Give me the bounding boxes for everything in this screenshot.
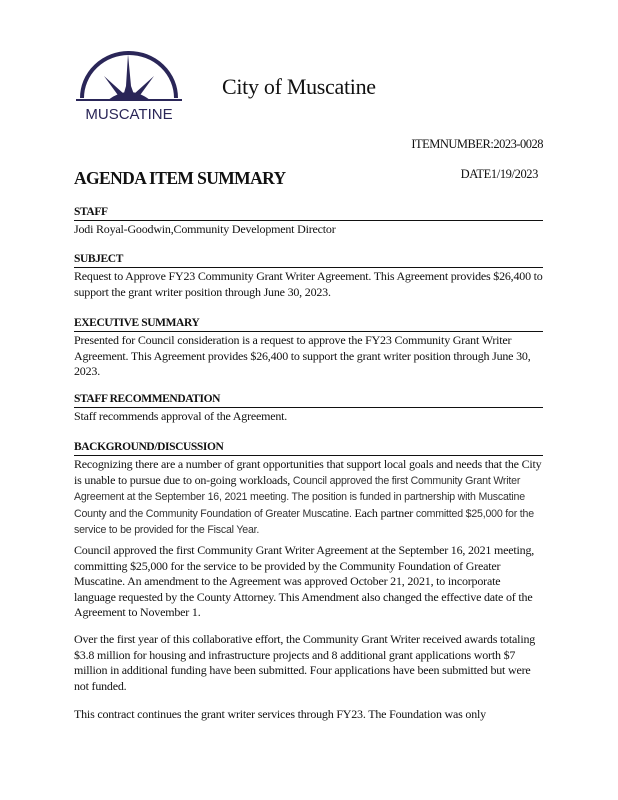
section-body: Jodi Royal-Goodwin,Community Development Director — [74, 222, 336, 236]
section-body: Staff recommends approval of the Agreement. — [74, 409, 288, 423]
svg-text:MUSCATINE: MUSCATINE — [85, 106, 173, 123]
section-heading: STAFF — [74, 205, 543, 221]
city-title: City of Muscatine — [222, 74, 376, 99]
item-number: ITEMNUMBER:2023-0028 — [411, 137, 543, 151]
section-heading: BACKGROUND/DISCUSSION — [74, 440, 543, 456]
section-heading: SUBJECT — [74, 252, 543, 268]
text-run: Each partner — [354, 505, 416, 520]
section-staff-recommendation — [74, 392, 543, 425]
section-background — [74, 440, 543, 539]
text-run: committed $25,000 for the service to be provided for the Fiscal Year. — [74, 507, 534, 537]
section-executive-summary — [74, 316, 543, 380]
section-body: Presented for Council consideration is a request to approve the FY23 Community Grant Writer Agreement. This Agreement provides $26,400 to support the grant writer position through June 30, 2023. — [74, 333, 531, 379]
background-paragraph-1 — [74, 457, 543, 539]
section-body: Request to Approve FY23 Community Grant Writer Agreement. This Agreement provides $26,400 to support the grant writer position through June 30, 2023. — [74, 269, 543, 299]
agenda-date: DATE1/19/2023 — [460, 167, 538, 181]
section-staff — [74, 205, 543, 238]
section-subject — [74, 252, 543, 300]
section-heading: STAFF RECOMMENDATION — [74, 392, 543, 408]
agenda-title: AGENDA ITEM SUMMARY — [74, 168, 286, 188]
background-paragraph-4: This contract continues the grant writer services through FY23. The Foundation was only — [74, 707, 486, 721]
section-heading: EXECUTIVE SUMMARY — [74, 316, 543, 332]
background-paragraph-2: Council approved the first Community Grant Writer Agreement at the September 16, 2021 meeting, committing $25,000 for the service to be provided by the Community Foundation of Greater Muscatine. An amendment to the Agreement was approved October 21, 2021, to incorporate language requested by the County Attorney. This Amendment also changed the effective date of the Agreement to November 1. — [74, 543, 535, 620]
muscatine-logo — [74, 48, 184, 123]
background-paragraph-3: Over the first year of this collaborative effort, the Community Grant Writer received awards totaling $3.8 million for housing and infrastructure projects and 8 additional grant applications worth $7 million in additional funding have been submitted. Four applications have been submitted but were not funded. — [74, 632, 536, 693]
text-run: Recognizing there are a number of grant opportunities that support local goals and needs that the City is unable to pursue due to on-going workloads, — [74, 457, 542, 487]
text-run: Council approved the first Community Grant Writer Agreement at the September 16, 2021 meeting. The position is funded in partnership with Muscatine County and the Community Foundation of Greater Muscatine. — [74, 474, 525, 520]
